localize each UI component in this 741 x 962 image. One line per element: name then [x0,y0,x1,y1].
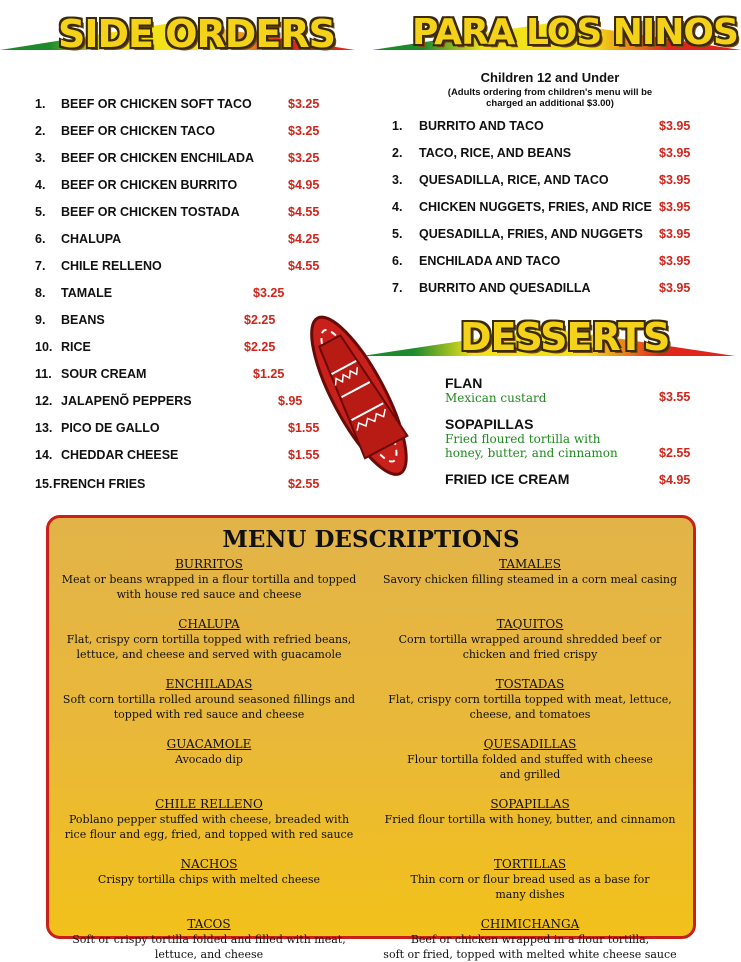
side-order-price: $4.55 [288,259,320,273]
description-text: lettuce, and cheese [154,948,264,961]
description-text: chicken and fried crispy [462,648,598,661]
kids-item-price: $3.95 [659,119,691,133]
description-text: many dishes [495,888,565,901]
description-text: Crispy tortilla chips with melted cheese [97,873,321,886]
kids-note-line1: (Adults ordering from children's menu will be [447,87,653,98]
kids-item-name: TACO, RICE, AND BEANS [419,146,572,160]
side-order-number: 10. [35,340,53,354]
side-order-name: FRENCH FRIES [53,477,146,491]
side-order-name: RICE [61,340,91,354]
kids-title: PARA LOS NINOS [412,12,738,53]
side-order-price: $3.25 [288,124,320,138]
description-text: Meat or beans wrapped in a flour tortilla and topped [61,573,357,586]
side-order-name: CHILE RELLENO [61,259,162,273]
sombrero-icon [296,300,436,485]
description-text: Fried flour tortilla with honey, butter, and cinnamon [384,813,676,826]
description-text: Thin corn or flour bread used as a base for [410,873,650,886]
side-order-name: JALAPENÕ PEPPERS [61,394,192,408]
side-order-number: 14. [35,448,53,462]
side-order-price: $4.95 [288,178,320,192]
side-order-number: 5. [35,205,46,219]
description-text: Savory chicken filling steamed in a corn meal casing [382,573,677,586]
side-order-number: 3. [35,151,46,165]
description-term: TOSTADAS [495,677,565,691]
description-text: Flat, crispy corn tortilla topped with meat, lettuce, [388,693,672,706]
description-text: Corn tortilla wrapped around shredded beef or [398,633,662,646]
side-order-price: $2.25 [244,313,276,327]
description-text: Beef or chicken wrapped in a flour tortilla, [410,933,650,946]
description-chimichanga [380,917,680,962]
description-text: Soft corn tortilla rolled around seasoned fillings and [62,693,356,706]
description-term: TAQUITOS [496,617,564,631]
description-text: Poblano pepper stuffed with cheese, breaded with [68,813,350,826]
kids-item-price: $3.95 [659,281,691,295]
side-order-name: PICO DE GALLO [61,421,160,435]
side-order-number: 12. [35,394,53,408]
side-order-price: $3.25 [288,97,320,111]
description-burritos [59,557,359,602]
kids-item-number: 1. [392,119,403,133]
dessert-price-sopapillas: $2.55 [659,446,691,460]
kids-item-number: 3. [392,173,403,187]
side-order-name: BEANS [61,313,105,327]
side-order-price: $2.55 [288,477,320,491]
description-term: NACHOS [180,857,238,871]
kids-list [392,119,702,309]
kids-item-name: ENCHILADA AND TACO [419,254,561,268]
description-term: CHIMICHANGA [480,917,580,931]
side-order-price: $1.25 [253,367,285,381]
side-order-number: 4. [35,178,46,192]
description-text: rice flour and egg, fried, and topped with red sauce [64,828,354,841]
side-order-number: 2. [35,124,46,138]
description-text: soft or fried, topped with melted white cheese sauce [383,948,677,961]
side-order-price: $2.25 [244,340,276,354]
side-order-number: 15. [35,477,53,491]
kids-item-price: $3.95 [659,200,691,214]
kids-item-price: $3.95 [659,146,691,160]
description-tostadas [380,677,680,722]
description-term: SOPAPILLAS [490,797,570,811]
side-order-number: 8. [35,286,46,300]
description-quesadillas [380,737,680,782]
side-order-price: $.95 [278,394,303,408]
description-term: BURRITOS [175,557,243,571]
description-term: TAMALES [499,557,561,571]
side-order-price: $3.25 [253,286,285,300]
side-order-name: BEEF OR CHICKEN TACO [61,124,215,138]
kids-item-name: QUESADILLA, RICE, AND TACO [419,173,609,187]
side-orders-title: SIDE ORDERS [58,12,335,56]
side-orders-list [35,97,335,497]
side-order-name: BEEF OR CHICKEN BURRITO [61,178,238,192]
kids-note-line2: charged an additional $3.00) [486,98,614,109]
description-text: cheese, and tomatoes [469,708,591,721]
kids-item-name: BURRITO AND TACO [419,119,544,133]
description-nachos [59,857,359,887]
description-term: ENCHILADAS [165,677,253,691]
side-order-price: $3.25 [288,151,320,165]
description-text: topped with red sauce and cheese [113,708,305,721]
side-order-name: BEEF OR CHICKEN SOFT TACO [61,97,252,111]
side-order-number: 6. [35,232,46,246]
side-order-price: $4.55 [288,205,320,219]
description-text: Flat, crispy corn tortilla topped with refried beans, [66,633,352,646]
desserts-title: DESSERTS [460,315,670,359]
menu-descriptions-title: MENU DESCRIPTIONS [222,526,520,553]
dessert-name-fried-ice-cream: FRIED ICE CREAM [445,471,570,487]
side-order-number: 13. [35,421,53,435]
side-order-number: 7. [35,259,46,273]
description-tortillas [380,857,680,902]
side-order-price: $1.55 [288,448,320,462]
side-order-name: CHEDDAR CHEESE [61,448,179,462]
description-text: Soft or crispy tortilla folded and filled with meat, [72,933,346,946]
description-text: and grilled [499,768,561,781]
description-term: CHILE RELLENO [155,797,263,811]
description-tamales [380,557,680,587]
description-term: GUACAMOLE [166,737,252,751]
kids-item-price: $3.95 [659,254,691,268]
kids-item-number: 2. [392,146,403,160]
description-taquitos [380,617,680,662]
description-guacamole [59,737,359,767]
side-order-name: BEEF OR CHICKEN ENCHILADA [61,151,255,165]
description-term: QUESADILLAS [483,737,577,751]
kids-item-name: QUESADILLA, FRIES, AND NUGGETS [419,227,643,241]
side-order-price: $4.25 [288,232,320,246]
side-order-name: CHALUPA [61,232,122,246]
side-order-number: 11. [35,367,52,381]
description-enchiladas [59,677,359,722]
dessert-price-flan: $3.55 [659,390,691,404]
kids-item-number: 7. [392,281,403,295]
kids-item-number: 4. [392,200,403,214]
kids-item-price: $3.95 [659,173,691,187]
side-order-name: TAMALE [61,286,113,300]
dessert-name-sopapillas: SOPAPILLAS [445,416,534,432]
kids-subtitle: Children 12 and Under [480,70,620,85]
description-tacos [59,917,359,962]
kids-item-price: $3.95 [659,227,691,241]
description-term: TORTILLAS [493,857,567,871]
description-text: Avocado dip [175,753,243,766]
description-chalupa [59,617,359,662]
kids-item-number: 5. [392,227,403,241]
description-term: TACOS [187,917,231,931]
dessert-desc-sopapillas-1: Fried floured tortilla with [445,432,601,446]
dessert-price-fried-ice-cream: $4.95 [659,473,691,487]
description-term: CHALUPA [178,617,240,631]
dessert-name-flan: FLAN [445,375,483,391]
side-order-name: BEEF OR CHICKEN TOSTADA [61,205,240,219]
side-order-price: $1.55 [288,421,320,435]
description-text: with house red sauce and cheese [116,588,302,601]
kids-item-number: 6. [392,254,403,268]
side-order-number: 9. [35,313,46,327]
menu-descriptions-box [46,515,696,961]
dessert-desc-sopapillas-2: honey, butter, and cinnamon [445,446,618,460]
kids-item-name: CHICKEN NUGGETS, FRIES, AND RICE [419,200,652,214]
dessert-desc-flan: Mexican custard [445,391,547,405]
side-order-number: 1. [35,97,46,111]
description-chile-relleno [59,797,359,842]
description-text: lettuce, and cheese and served with guacamole [76,648,342,661]
side-order-name: SOUR CREAM [61,367,147,381]
kids-item-name: BURRITO AND QUESADILLA [419,281,591,295]
description-sopapillas [380,797,680,827]
description-text: Flour tortilla folded and stuffed with cheese [407,753,653,766]
